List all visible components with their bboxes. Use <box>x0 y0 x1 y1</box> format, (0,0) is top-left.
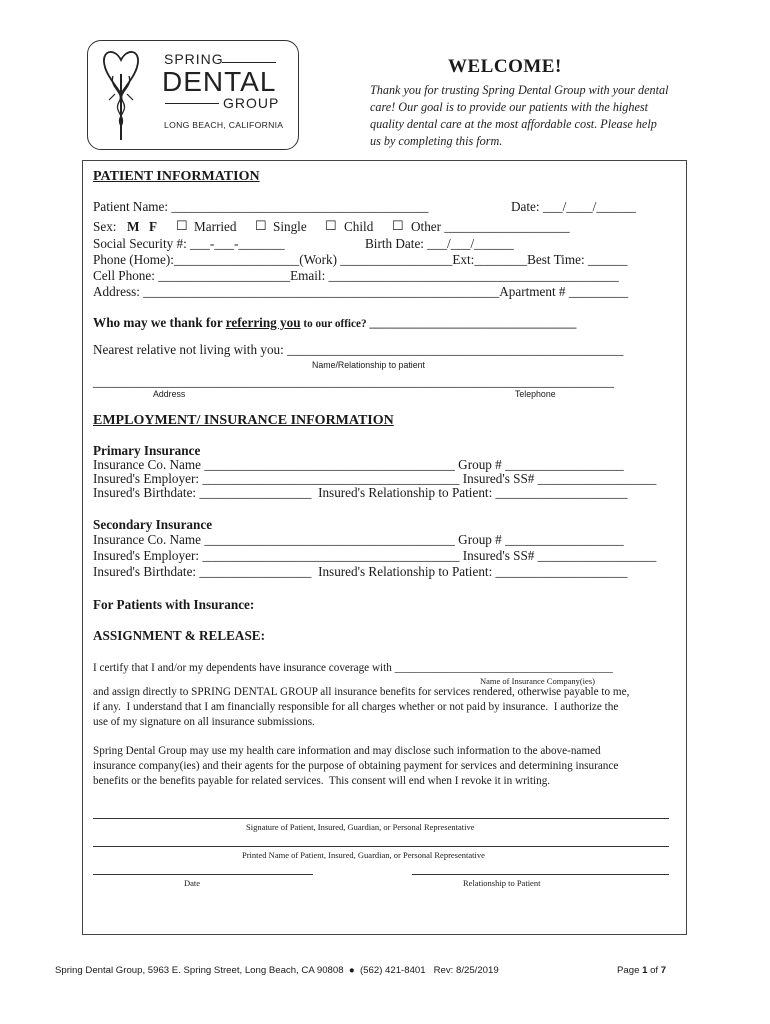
insurance-company-caption: Name of Insurance Company(ies) <box>480 676 595 686</box>
date-field[interactable]: Date: ___/____/______ <box>511 199 636 214</box>
signature-line[interactable] <box>93 818 669 819</box>
phone-row[interactable]: Phone (Home):___________________(Work) _________________Ext:________Best Time: ______ <box>93 252 628 267</box>
release-para2-line3: benefits or the benefits payable for related services. This consent will end when I revoke it in writing. <box>93 775 551 787</box>
referring-prefix: Who may we thank for <box>93 315 226 330</box>
tooth-heart-logo-icon <box>101 44 141 142</box>
logo-rule-bottom <box>165 103 219 104</box>
sex-m-option[interactable]: M <box>127 219 140 234</box>
footer-address: Spring Dental Group, 5963 E. Spring Street, Long Beach, CA 90808 ● (562) 421-8401 Rev: 8/25/2019 <box>55 965 499 976</box>
sex-f-option[interactable]: F <box>149 219 158 234</box>
address-telephone-line[interactable]: _______________________________________________________________________________ <box>93 374 614 389</box>
cell-email-row[interactable]: Cell Phone: ____________________Email: ____________________________________________ <box>93 268 619 283</box>
address-row[interactable]: Address: ______________________________________________________Apartment # _________ <box>93 284 629 299</box>
assignment-release-heading: ASSIGNMENT & RELEASE: <box>93 628 265 643</box>
page-prefix: Page <box>617 965 643 976</box>
married-label: Married <box>194 219 237 234</box>
other-field[interactable]: Other ___________________ <box>411 219 570 234</box>
page-total: 7 <box>660 965 667 976</box>
secondary-insurance-company-field[interactable]: Insurance Co. Name ______________________________________ Group # __________________ <box>93 532 624 547</box>
secondary-insured-employer-field[interactable]: Insured's Employer: _______________________________________ Insured's SS# __________________ <box>93 548 657 563</box>
signature-caption: Signature of Patient, Insured, Guardian, or Personal Representative <box>246 822 475 832</box>
relationship-caption: Relationship to Patient <box>463 878 541 888</box>
relationship-line[interactable] <box>412 874 669 875</box>
child-label: Child <box>344 219 374 234</box>
release-para1-line3: use of my signature on all insurance submissions. <box>93 716 315 728</box>
release-para2-line1: Spring Dental Group may use my health care information and may disclose such information to the above-named <box>93 745 601 757</box>
primary-insurance-heading: Primary Insurance <box>93 443 201 458</box>
child-checkbox[interactable]: ☐ <box>325 218 337 233</box>
primary-insured-employer-field[interactable]: Insured's Employer: _______________________________________ Insured's SS# __________________ <box>93 471 657 486</box>
address-caption: Address <box>153 389 186 399</box>
referring-row[interactable] <box>93 314 576 332</box>
primary-insured-birthdate-field[interactable]: Insured's Birthdate: _________________ Insured's Relationship to Patient: ____________________ <box>93 485 628 500</box>
name-relationship-caption: Name/Relationship to patient <box>312 360 425 370</box>
footer-page-number <box>617 965 666 976</box>
logo-group-text: GROUP <box>223 95 280 111</box>
printed-name-caption: Printed Name of Patient, Insured, Guardian, or Personal Representative <box>242 850 485 860</box>
secondary-insured-birthdate-field[interactable]: Insured's Birthdate: _________________ Insured's Relationship to Patient: ____________________ <box>93 564 628 579</box>
printed-name-line[interactable] <box>93 846 669 847</box>
date-caption: Date <box>184 878 201 888</box>
single-checkbox[interactable]: ☐ <box>255 218 267 233</box>
nearest-relative-field[interactable]: Nearest relative not living with you: ___________________________________________________ <box>93 342 624 357</box>
release-para1-line2: if any. I understand that I am financially responsible for all charges whether or not paid by insurance. I authorize the <box>93 701 619 713</box>
page-current: 1 <box>642 965 648 976</box>
referring-suffix: to our office? _____________________________________ <box>300 318 577 330</box>
welcome-title: WELCOME! <box>448 56 562 77</box>
employment-heading: EMPLOYMENT/ INSURANCE INFORMATION <box>93 413 394 428</box>
primary-insurance-company-field[interactable]: Insurance Co. Name ______________________________________ Group # __________________ <box>93 457 624 472</box>
page-of: of <box>647 965 661 976</box>
logo-location-text: LONG BEACH, CALIFORNIA <box>164 120 284 130</box>
married-checkbox[interactable]: ☐ <box>176 218 188 233</box>
sex-label: Sex: <box>93 219 117 234</box>
other-checkbox[interactable]: ☐ <box>392 218 404 233</box>
secondary-insurance-heading: Secondary Insurance <box>93 517 213 532</box>
welcome-text: Thank you for trusting Spring Dental Group with your dental care! Our goal is to provide our patients with the highest quality dental care at the most affordable cost. Please help us by completing this form. <box>370 83 669 148</box>
telephone-caption: Telephone <box>515 389 556 399</box>
single-label: Single <box>273 219 307 234</box>
patient-info-heading: PATIENT INFORMATION <box>93 169 260 184</box>
for-patients-heading: For Patients with Insurance: <box>93 597 255 612</box>
referring-underlined: referring you <box>225 315 301 330</box>
date-line[interactable] <box>93 874 313 875</box>
release-para2-line2: insurance company(ies) and their agents for the purpose of obtaining payment for services and determining insurance <box>93 760 619 772</box>
patient-name-field[interactable]: Patient Name: _______________________________________ <box>93 199 429 214</box>
ssn-field[interactable]: Social Security #: ___-___-_______ <box>93 236 285 251</box>
logo-rule-top <box>222 62 276 63</box>
logo-dental-text: DENTAL <box>162 66 277 97</box>
birth-date-field[interactable]: Birth Date: ___/___/______ <box>365 236 514 251</box>
certify-text[interactable]: I certify that I and/or my dependents have insurance coverage with _______________________________________ <box>93 662 613 674</box>
logo-spring-text: SPRING <box>164 51 224 67</box>
release-para1-line1: and assign directly to SPRING DENTAL GROUP all insurance benefits for services rendered, otherwise payable to me, <box>93 686 630 698</box>
